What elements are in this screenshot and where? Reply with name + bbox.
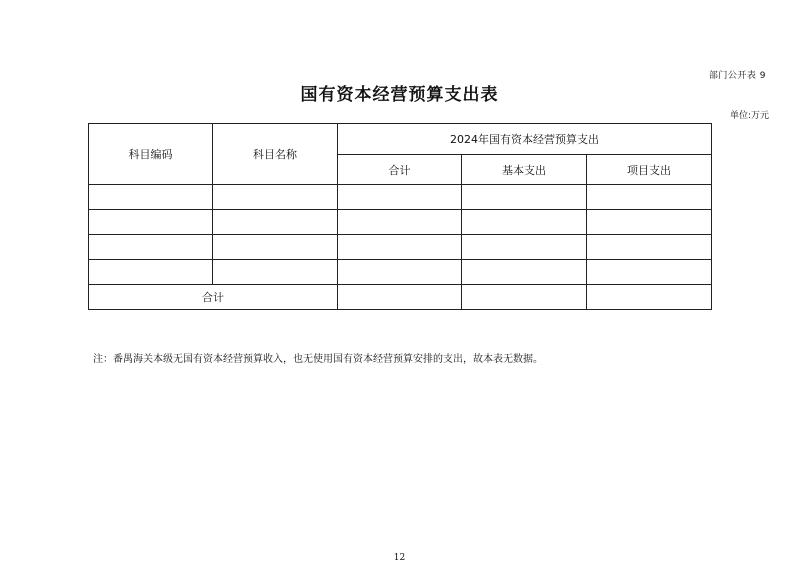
table-cell <box>338 260 462 285</box>
table-cell <box>89 210 213 235</box>
header-basic-expenditure: 基本支出 <box>462 155 587 185</box>
table-cell <box>587 235 712 260</box>
table-cell <box>213 210 338 235</box>
page-title: 国有资本经营预算支出表 <box>300 85 499 105</box>
table-cell <box>89 235 213 260</box>
header-project-expenditure: 项目支出 <box>587 155 712 185</box>
table-cell <box>462 210 587 235</box>
table-cell <box>338 185 462 210</box>
unit-label: 单位:万元 <box>729 111 769 121</box>
table-cell <box>89 260 213 285</box>
table-cell <box>587 260 712 285</box>
table-cell <box>338 210 462 235</box>
table-row <box>89 235 712 260</box>
table-row <box>89 210 712 235</box>
table-cell <box>462 260 587 285</box>
budget-table <box>88 123 712 310</box>
table-cell <box>89 185 213 210</box>
table-row <box>89 185 712 210</box>
table-header-row <box>89 124 712 155</box>
table-cell <box>587 185 712 210</box>
header-subject-name: 科目名称 <box>213 124 338 185</box>
table-cell <box>587 285 712 310</box>
table-cell <box>462 285 587 310</box>
table-cell <box>338 285 462 310</box>
table-cell <box>213 235 338 260</box>
table-cell <box>338 235 462 260</box>
table-cell <box>587 210 712 235</box>
form-code: 部门公开表 9 <box>708 71 766 81</box>
total-row-label: 合计 <box>89 285 338 310</box>
footnote: 注：番禺海关本级无国有资本经营预算收入，也无使用国有资本经营预算安排的支出，故本表无数据。 <box>93 354 543 365</box>
table-row <box>89 260 712 285</box>
header-subject-code: 科目编码 <box>89 124 213 185</box>
table-cell <box>462 235 587 260</box>
total-row <box>89 285 712 310</box>
table-cell <box>213 260 338 285</box>
table-cell <box>462 185 587 210</box>
header-total: 合计 <box>338 155 462 185</box>
table-cell <box>213 185 338 210</box>
header-budget-group: 2024年国有资本经营预算支出 <box>338 124 712 155</box>
page-number: 12 <box>393 553 406 563</box>
